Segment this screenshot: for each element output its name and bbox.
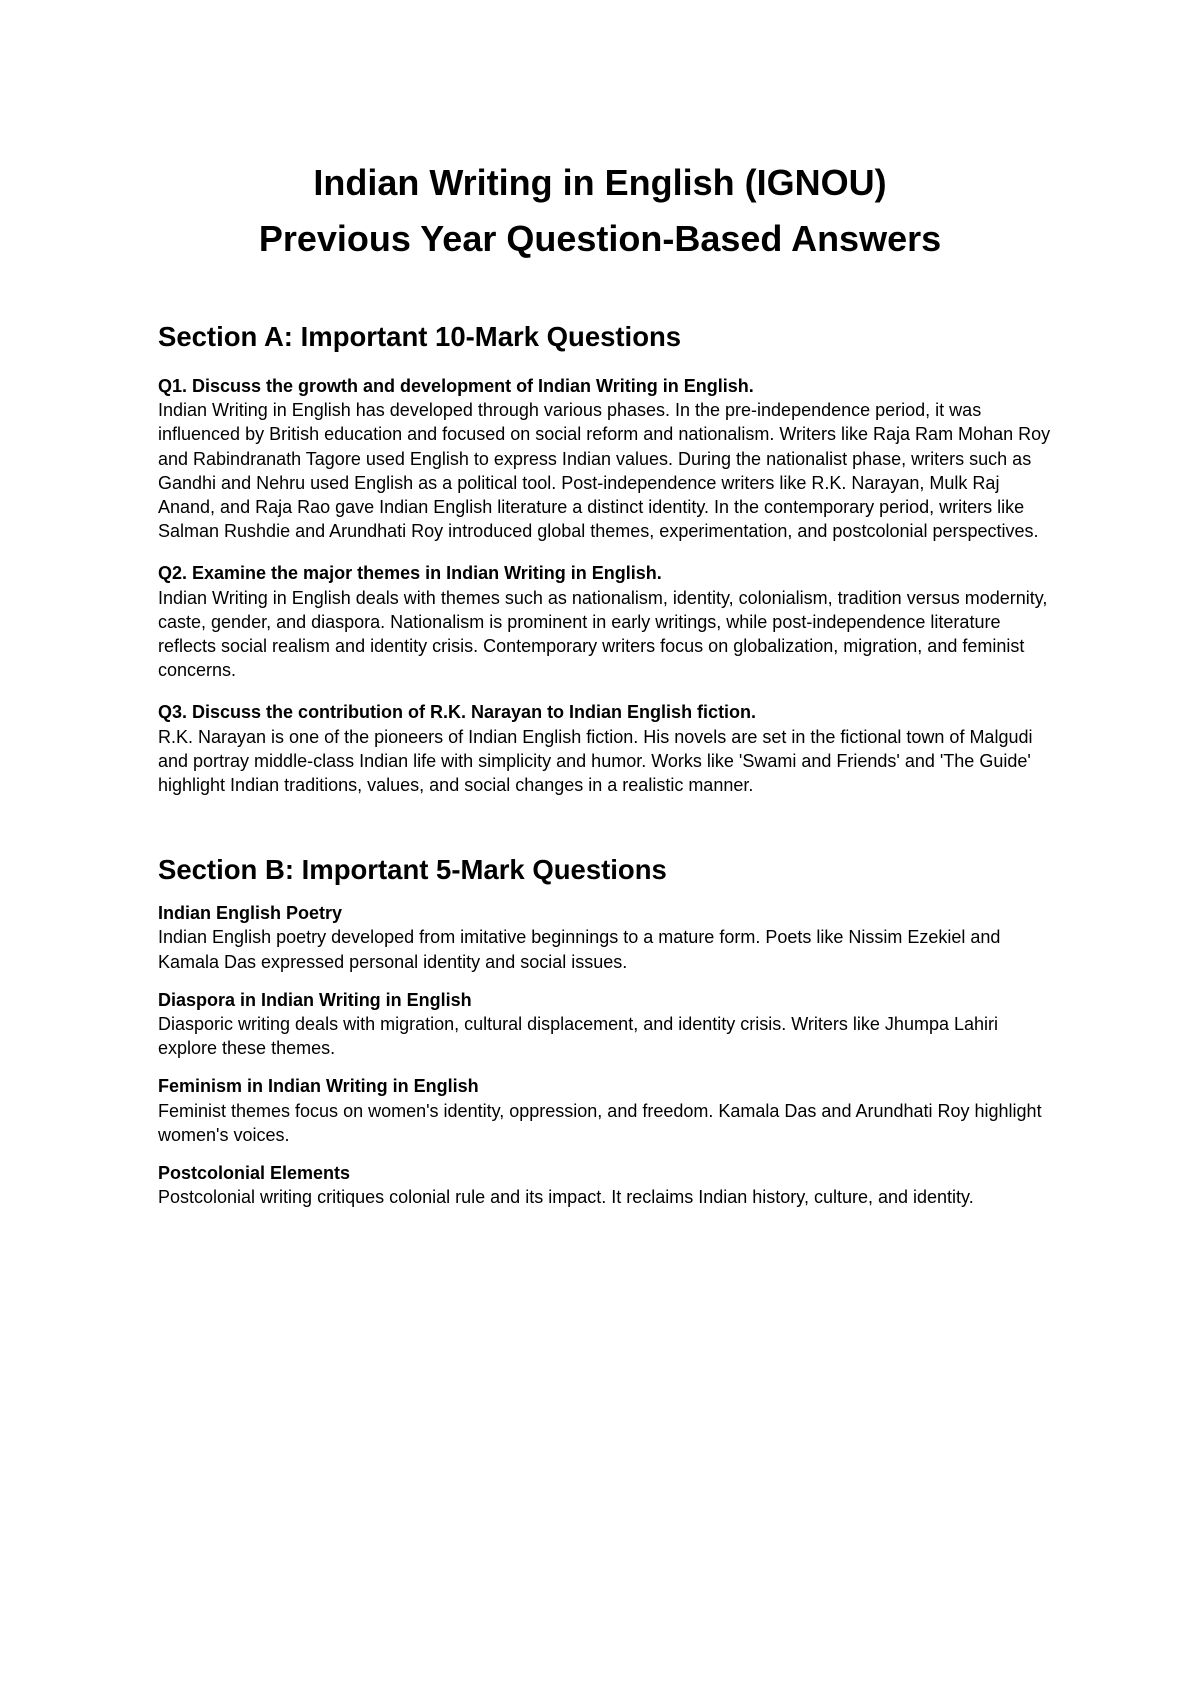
topic-title: Diaspora in Indian Writing in English [158,989,472,1010]
topic-text: Indian English poetry developed from imitative beginnings to a mature form. Poets like Nissim Ezekiel and Kamala Das expressed personal identity and social issues. [158,927,1001,972]
topic-title: Feminism in Indian Writing in English [158,1076,479,1097]
document-subtitle: Previous Year Question-Based Answers [258,218,942,259]
document-content [158,320,1058,1223]
question-item [158,561,1058,682]
topic-item [158,901,1058,974]
section-a-heading: Section A: Important 10-Mark Questions [158,321,682,352]
section-b [158,853,1058,1209]
topic-item [158,988,1058,1061]
question-item [158,700,1058,797]
question-title: Q3. Discuss the contribution of R.K. Narayan to Indian English fiction. [158,702,757,723]
topic-title: Indian English Poetry [158,903,343,924]
topic-item [158,1074,1058,1147]
answer-text: Indian Writing in English has developed through various phases. In the pre-independence period, it was influenced by British education and focused on social reform and nationalism. Writers like Raja Ram Mohan Roy and Rabindranath Tagore used English to express Indian values. During the nationalist phase, writers such as Gandhi and Nehru used English as a political tool. Post-independence writers like R.K. Narayan, Mulk Raj Anand, and Raja Rao gave Indian English literature a distinct identity. In the contemporary period, writers like Salman Rushdie and Arundhati Roy introduced global themes, experimentation, and postcolonial perspectives. [158,400,1051,542]
question-title: Q1. Discuss the growth and development of Indian Writing in English. [158,376,754,396]
question-title: Q2. Examine the major themes in Indian Writing in English. [158,563,662,584]
document-title: Indian Writing in English (IGNOU) [313,162,887,203]
answer-text: R.K. Narayan is one of the pioneers of Indian English fiction. His novels are set in the fictional town of Malgudi and portray middle-class Indian life with simplicity and humor. Works like 'Swami and Friends' and 'The Guide' highlight Indian traditions, values, and social changes in a realistic manner. [158,726,1033,796]
answer-text: Indian Writing in English deals with themes such as nationalism, identity, colonialism, tradition versus modernity, caste, gender, and diaspora. Nationalism is prominent in early writings, while post-independence literature reflects social realism and identity crisis. Contemporary writers focus on globalization, migration, and feminist concerns. [158,587,1048,681]
topic-text: Feminist themes focus on women's identity, oppression, and freedom. Kamala Das and Arundhati Roy highlight women's voices. [158,1100,1042,1145]
topic-text: Postcolonial writing critiques colonial rule and its impact. It reclaims Indian history, culture, and identity. [158,1187,974,1208]
section-a [158,320,1058,797]
section-b-heading: Section B: Important 5-Mark Questions [158,854,667,886]
topic-item [158,1161,1058,1209]
question-item [158,374,1058,543]
topic-text: Diasporic writing deals with migration, cultural displacement, and identity crisis. Writers like Jhumpa Lahiri explore these themes. [158,1014,998,1059]
topic-title: Postcolonial Elements [158,1163,351,1184]
